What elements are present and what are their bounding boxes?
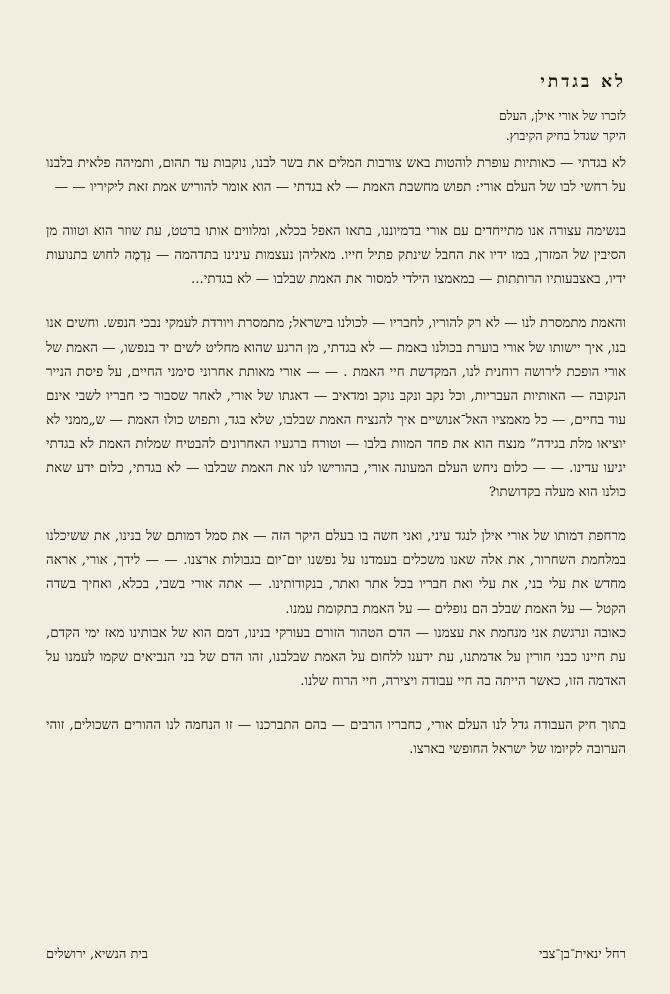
paragraph-5: כאובה ונרגשת אני מנחמת את עצמנו — הדם הטהור הזורם בעורקי בנינו, דמם הוא של אבותינו מאז ימי הקדם, עת חיינו כבני חורין על אדמתנו, עת ידענו ללחום על האמת שבלבנו, זהו הדם של בני הנביאים שקמו לעמנו על האדמה הזו, כאשר הייתה בה חיי עבודה ויצירה, חיי הרוח שלנו.	[46, 625, 626, 689]
signature-place: בית הנשיא, ירושלים	[46, 947, 149, 962]
paragraph-2: בנשימה עצורה אנו מתייחדים עם אורי בדמיוננו, בתאו האפל בכלא, ומלווים אותו ברטט, עת שוזר הוא וטווה מן הסיבין של המזרן, במו ידיו את החבל שינתק פתיל חייו. מאליהן נעצמות עינינו בתדהמה — נִדְמֶה לחוש בתנועות ידיו, באצבעותיו הרותתות — במאמצו הילדי למסור את האמת שבלבו — לא בגדתי...	[46, 224, 626, 288]
dedication-line-1: לזכרו של אורי אילן, העלם	[498, 108, 626, 123]
paragraph-3: והאמת מתמסרת לנו — לא רק להוריו, לחבריו — לכולנו בישראל; מתמסרת ויורדת לעמקי נבכי הנפש. וחשים אנו בנו, איך יישותו של אורי בוערת בכולנו באמת — לא בגדתי, מן הרגע שהוא מחליט לשים יד בנפשו, — האמת של אורי הופכת לירושה רוחנית לנו, המקדשת חיי האמת . — — אורי מאותת אחרוני סימני החיים, על פיסת הנייר הנקובה — האותיות העבריות, וכל נקב ונקב נוקב ומדאיב — דאגתו של אורי, לאחר שסבור כי חבריו לשבי אינם עוד בחיים, — כל מאמציו האל־אנושיים איך להנציח האמת שבלבו, שלא בגד, ותפוש כולו האמת — ש„ממני לא יוציאו מלת בגידה” מנצח הוא את פחד המוות בלבו — וטורח ברגעיו האחרונים להבטיח שמלות האמת לא בגדתי יגיעו עדינו. — — כלום ניחש העלם המעונה אורי, בהורישו לנו את האמת שבלבו — לא בגדתי, כלום ידע שאת כולנו הוא מעלה בקדושתו?	[46, 316, 626, 501]
dedication	[46, 106, 626, 146]
paragraph-1: לא בגדתי — כאותיות עופרת לוהטות באש צורבות המלים את בשר לבנו, נוקבות עד תהום, ותמיהה פלאית בלבנו על רחשי לבו של העלם אורי: תפוש מחשבת האמת — לא בגדתי — הוא אומר להוריש אמת זאת ליקיריו — —	[46, 156, 626, 196]
paragraph-6: בתוך חיק העבודה גדל לנו העלם אורי, כחבריו הרבים — בהם התברכנו — זו הנחמה לנו ההורים השכולים, זוהי הערובה לקיומו של ישראל החופשי בארצו.	[46, 717, 626, 757]
article-title: לא בגדתי	[540, 72, 626, 92]
dedication-line-2: היקר שגדל בחיק הקיבוץ.	[505, 128, 626, 143]
article-body	[46, 152, 626, 762]
paragraph-4: מרחפת דמותו של אורי אילן לנגד עיני, ואני חשה בו בעלם היקר הזה — את סמל דמותם של בנינו, את ששיכלנו במלחמת השחרור, את אלה שאנו משכלים בעמדנו על נפשנו יום־יום בגבולות ארצנו. — — לידך, אורי, אראה מחדש את עלי בני, את עלי ואת חבריו בכל אתר ואתר, בנקודותינו. — אתה אורי בשבי, בכלא, ואחיך בשדה הקטל — על האמת שבלב הם נופלים — על האמת בתקומת עמנו.	[46, 529, 626, 617]
signature-author: רחל ינאית־בן־צבי	[538, 947, 626, 962]
signature-row	[46, 946, 626, 962]
